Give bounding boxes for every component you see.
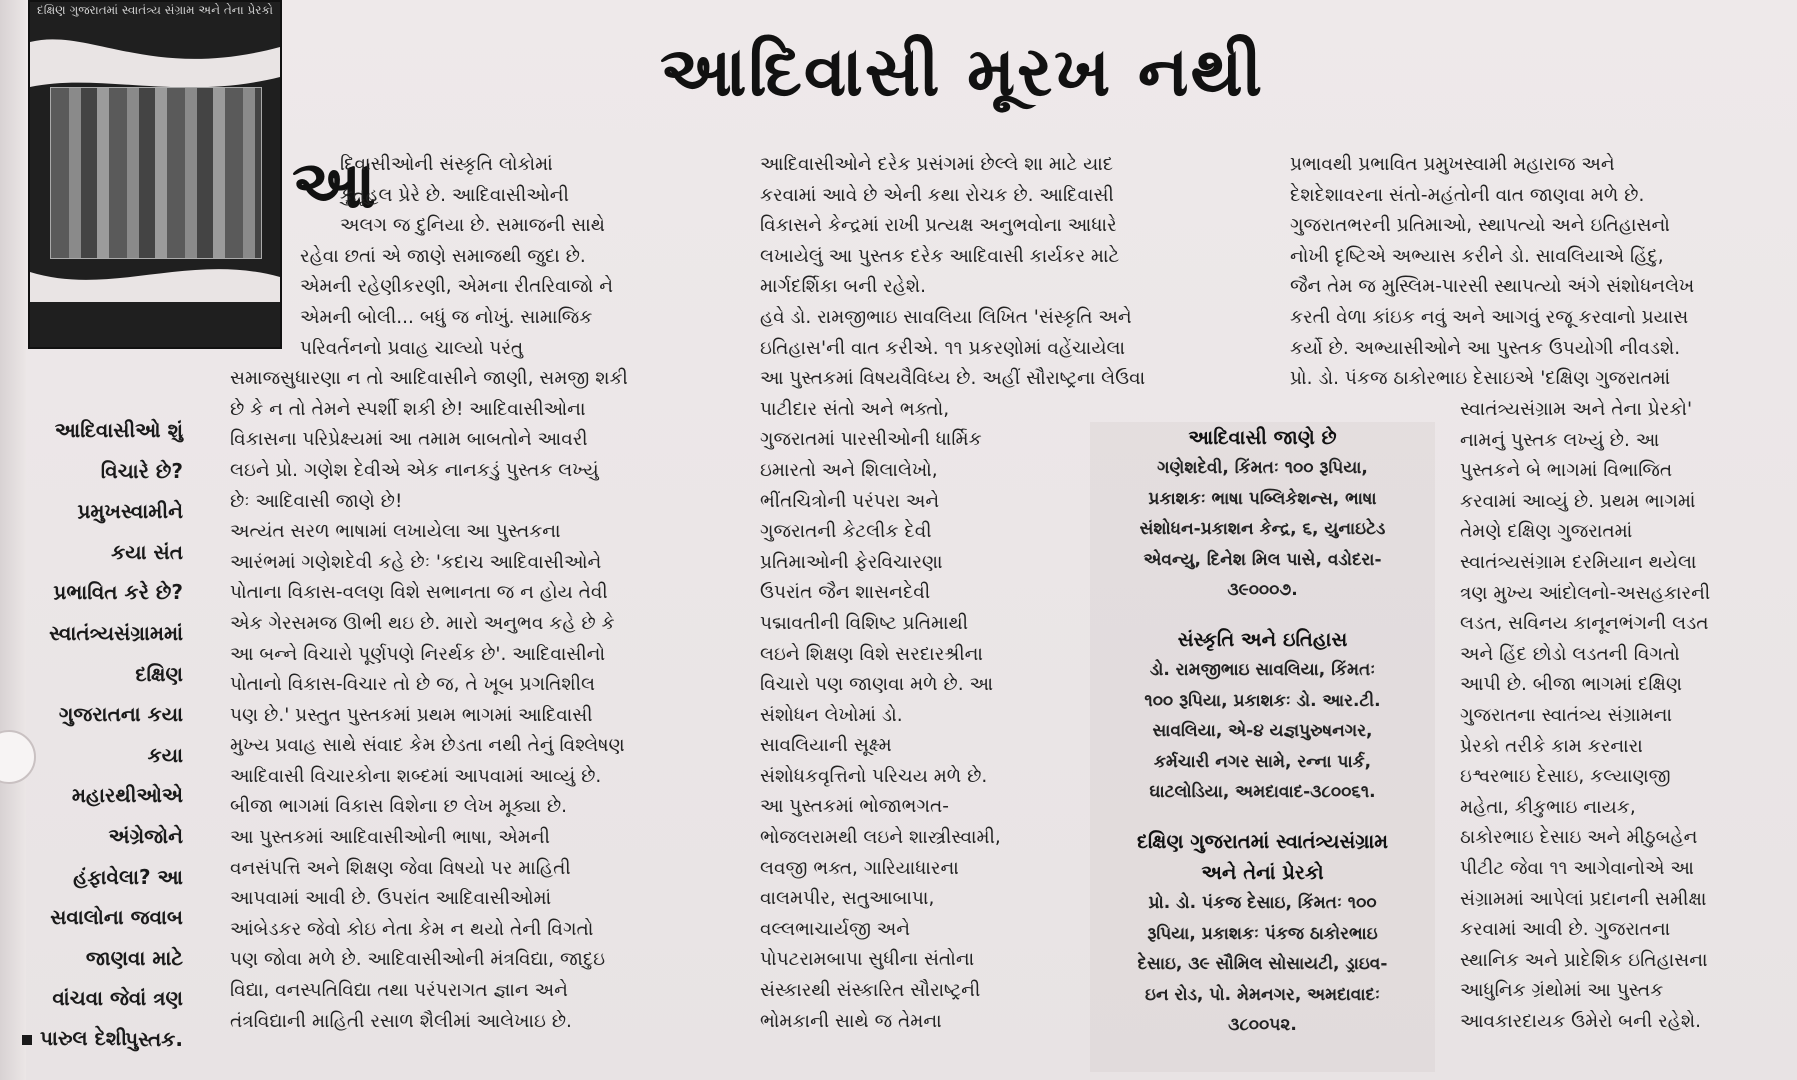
text-line: સંગ્રામમાં આપેલાં પ્રદાનની સમીક્ષા <box>1460 888 1707 910</box>
sidebar-line: ગુજરાતના કયા <box>58 702 183 727</box>
article-column-1 <box>230 146 628 1037</box>
book-title: સંસ્કૃતિ અને ઇતિહાસ <box>1177 627 1348 651</box>
text-line: દેશદેશાવરના સંતો-મહંતોની વાત જાણવા મળે છે. <box>1290 184 1645 206</box>
book-detail-line: ૧૦૦ રૂપિયા, પ્રકાશકઃ ડો. આર.ટી. <box>1144 690 1381 711</box>
text-line: સમાજસુધારણા ન તો આદિવાસીને જાણી, સમજી શકી <box>230 368 628 390</box>
text-line: કરવામાં આવ્યું છે. પ્રથમ ભાગમાં <box>1460 490 1696 512</box>
text-line: લઇને શિક્ષણ વિશે સરદારશ્રીના <box>760 643 983 665</box>
sidebar-line: મહારથીઓએ <box>71 783 183 808</box>
text-line: કરવામાં આવી છે. ગુજરાતના <box>1460 919 1671 941</box>
text-line: ગુજરાતની કેટલીક દેવી <box>760 521 932 543</box>
text-line: ઇશ્વરભાઇ દેસાઇ, કલ્યાણજી <box>1460 766 1671 788</box>
text-line: આ બન્ને વિચારો પૂર્ણપણે નિરર્થક છે'. આદિવાસીનો <box>230 643 606 665</box>
text-line: પોપટરામબાપા સુધીના સંતોના <box>760 949 975 971</box>
text-line: નોખી દૃષ્ટિએ અભ્યાસ કરીને ડો. સાવલિયાએ હિંદુ, <box>1290 245 1664 267</box>
text-line: આ પુસ્તકમાં વિષયવૈવિધ્ય છે. અહીં સૌરાષ્ટ્રના લેઉવા <box>760 368 1146 390</box>
text-line: તેમણે દક્ષિણ ગુજરાતમાં <box>1460 521 1633 543</box>
text-line: ઇમારતો અને શિલાલેખો, <box>760 459 938 481</box>
book-detail-line: ઘાટલોડિયા, અમદાવાદ-૩૮૦૦૬૧. <box>1149 782 1376 803</box>
text-line: લઇને પ્રો. ગણેશ દેવીએ એક નાનકડું પુસ્તક લખ્યું <box>230 459 599 481</box>
sidebar-line: પ્રમુખસ્વામીને <box>77 499 183 524</box>
text-line: આ પુસ્તકમાં ભોજાભગત- <box>760 796 949 818</box>
text-line: દિવાસીઓની સંસ્કૃતિ લોકોમાં <box>340 154 553 175</box>
text-line: વિકાસને કેન્દ્રમાં રાખી પ્રત્યક્ષ અનુભવોના આધારે <box>760 215 1117 237</box>
sidebar-teaser <box>18 410 183 1060</box>
text-line: વિચારો પણ જાણવા મળે છે. આ <box>760 674 994 696</box>
text-line: પદ્માવતીની વિશિષ્ટ પ્રતિમાથી <box>760 612 969 634</box>
sidebar-line: સવાલોના જવાબ <box>50 905 183 930</box>
text-line: ભોમકાની સાથે જ તેમના <box>760 1010 942 1032</box>
spacer <box>1090 808 1435 826</box>
sidebar-line: હંફાવેલા? આ <box>73 864 183 889</box>
book-detail-line: ગણેશદેવી, કિંમતઃ ૧૦૦ રૂપિયા, <box>1157 458 1368 478</box>
article-column-3 <box>1290 150 1694 395</box>
article-column-2 <box>760 150 1145 1037</box>
text-line: ઠાકોરભાઇ દેસાઇ અને મીઠુબહેન <box>1460 827 1698 849</box>
text-line: બીજા ભાગમાં વિકાસ વિશેના છ લેખ મૂક્યા છે. <box>230 796 568 818</box>
bullet-square-icon <box>22 1035 32 1045</box>
text-line: આંબેડકર જેવો કોઇ નેતા કેમ ન થયો તેની વિગતો <box>230 918 594 940</box>
author-byline <box>22 1026 127 1050</box>
text-line: કર્યો છે. અભ્યાસીઓને આ પુસ્તક ઉપયોગી નીવડશે. <box>1290 337 1681 359</box>
book-title-line-2: અને તેનાં પ્રેરકો <box>1201 860 1324 884</box>
text-line: આવકારદાયક ઉમેરો બની રહેશે. <box>1460 1010 1701 1032</box>
article-column-4 <box>1460 395 1710 1037</box>
book-detail-line: સંશોધન-પ્રકાશન કેન્દ્ર, ૬, યુનાઇટેડ <box>1139 519 1386 540</box>
book-detail-line: ૩૯૦૦૦૭. <box>1227 580 1298 601</box>
text-line: તંત્રવિદ્યાની માહિતી રસાળ શૈલીમાં આલેખાઇ છે. <box>230 1010 572 1032</box>
text-line: અલગ જ દુનિયા છે. સમાજની સાથે <box>340 215 605 237</box>
drop-cap: આ <box>292 146 376 223</box>
text-line: આધુનિક ગ્રંથોમાં આ પુસ્તક <box>1460 980 1664 1002</box>
book-detail-line: ૩૮૦૦૫૨. <box>1228 1015 1297 1036</box>
text-line: ઉપરાંત જૈન શાસનદેવી <box>760 582 931 604</box>
book-detail-line: દેસાઇ, ૩૯ સૌમિલ સોસાયટી, ડ્રાઇવ- <box>1137 954 1388 975</box>
text-line: આ પુસ્તકમાં આદિવાસીઓની ભાષા, એમની <box>230 827 550 849</box>
text-line: આદિવાસી વિચારકોના શબ્દમાં આપવામાં આવ્યું છે. <box>230 765 602 787</box>
text-line: કુતૂહલ પ્રેરે છે. આદિવાસીઓની <box>340 184 569 206</box>
sidebar-line: કયા સંત <box>111 539 183 564</box>
text-line: પાટીદાર સંતો અને ભક્તો, <box>760 398 950 420</box>
book-detail-line: ડો. રામજીભાઇ સાવલિયા, કિંમતઃ <box>1149 659 1376 680</box>
text-line: પ્રતિમાઓની ફેરવિચારણા <box>760 551 943 573</box>
sidebar-line: કયા <box>147 742 183 767</box>
text-line: આપવામાં આવી છે. ઉપરાંત આદિવાસીઓમાં <box>230 888 552 910</box>
text-line: પરિવર્તનનો પ્રવાહ ચાલ્યો પરંતુ <box>300 337 524 359</box>
text-line: મહેતા, કીકુભાઇ નાયક, <box>1460 796 1636 818</box>
text-line: ઇતિહાસ'ની વાત કરીએ. ૧૧ પ્રકરણોમાં વહેંચાયેલા <box>760 337 1126 359</box>
text-line: છે કે ન તો તેમને સ્પર્શી શકી છે! આદિવાસીઓના <box>230 398 586 420</box>
text-line: કરતી વેળા કાંઇક નવું અને આગવું રજૂ કરવાનો પ્રયાસ <box>1290 306 1689 328</box>
book-detail-line: એવન્યુ, દિનેશ મિલ પાસે, વડોદરા- <box>1143 549 1382 570</box>
text-line: પ્રભાવથી પ્રભાવિત પ્રમુખસ્વામી મહારાજ અને <box>1290 154 1615 175</box>
text-line: ભોજલરામથી લઇને શાસ્ત્રીસ્વામી, <box>760 827 1001 849</box>
text-line: ભીંતચિત્રોની પરંપરા અને <box>760 490 940 512</box>
text-line: પીટીટ જેવા ૧૧ આગેવાનોએ આ <box>1460 857 1694 879</box>
text-line: સંશોધન લેખોમાં ડો. <box>760 704 903 726</box>
text-line: સ્વાતંત્ર્યસંગ્રામ દરમિયાન થયેલા <box>1460 551 1697 573</box>
spacer <box>1090 606 1435 624</box>
text-line: આદિવાસીઓને દરેક પ્રસંગમાં છેલ્લે શા માટે યાદ <box>760 154 1114 175</box>
text-line: ગુજરાતમાં પારસીઓની ધાર્મિક <box>760 429 982 451</box>
text-line: પોતાના વિકાસ-વલણ વિશે સભાનતા જ ન હોય તેવી <box>230 582 608 604</box>
book-detail-line: ઇન રોડ, પો. મેમનગર, અમદાવાદઃ <box>1145 984 1380 1005</box>
text-line: વિદ્યા, વનસ્પતિવિદ્યા તથા પરંપરાગત જ્ઞાન અને <box>230 980 568 1002</box>
byline-name: પારુલ દેશી <box>40 1026 127 1050</box>
text-line: વિકાસના પરિપ્રેક્ષ્યમાં આ તમામ બાબતોને આવરી <box>230 429 588 451</box>
text-line: અને હિંદ છોડો લડતની વિગતો <box>1460 643 1680 665</box>
text-line: માર્ગદર્શિકા બની રહેશે. <box>760 276 927 298</box>
text-line: સંસ્કારથી સંસ્કારિત સૌરાષ્ટ્રની <box>760 980 981 1002</box>
book-title: દક્ષિણ ગુજરાતમાં સ્વાતંત્ર્યસંગ્રામ <box>1136 829 1389 853</box>
text-line: ગુજરાતના સ્વાતંત્ર્ય સંગ્રામના <box>1460 704 1672 726</box>
text-line: આરંભમાં ગણેશદેવી કહે છેઃ 'કદાચ આદિવાસીઓને <box>230 551 602 573</box>
text-line: પુસ્તકને બે ભાગમાં વિભાજિત <box>1460 460 1673 482</box>
sidebar-line: જાણવા માટે <box>85 945 183 970</box>
text-line: પોતાનો વિકાસ-વિચાર તો છે જ, તે ખૂબ પ્રગતિશીલ <box>230 674 595 696</box>
text-line: સ્વાતંત્ર્યસંગ્રામ અને તેના પ્રેરકો' <box>1460 399 1693 420</box>
sidebar-line: અંગ્રેજોને <box>108 823 183 848</box>
text-line: પણ જોવા મળે છે. આદિવાસીઓની મંત્રવિદ્યા, જાદુઇ <box>230 949 606 971</box>
book-detail-line: પ્રકાશકઃ ભાષા પબ્લિકેશન્સ, ભાષા <box>1148 488 1377 509</box>
text-line: આપી છે. બીજા ભાગમાં દક્ષિણ <box>1460 674 1683 696</box>
text-line: લવજી ભક્ત, ગારિયાધારના <box>760 857 959 879</box>
text-line: નામનું પુસ્તક લખ્યું છે. આ <box>1460 429 1660 451</box>
sidebar-line: આદિવાસીઓ શું <box>54 418 183 442</box>
text-line: વાલમપીર, સતુઆબાપા, <box>760 888 935 910</box>
sidebar-line: દક્ષિણ <box>135 661 183 686</box>
book-title: આદિવાસી જાણે છે <box>1188 426 1337 449</box>
article-headline: આદિવાસી મૂરખ નથી <box>660 33 1265 112</box>
text-line: વલ્લભાચાર્યજી અને <box>760 918 911 940</box>
sidebar-line: પ્રભાવિત કરે છે? <box>53 580 183 605</box>
text-line: પ્રો. ડો. પંકજ ઠાકોરભાઇ દેસાઇએ 'દક્ષિણ ગુજરાતમાં <box>1290 368 1671 390</box>
text-line: એક ગેરસમજ ઊભી થઇ છે. મારો અનુભવ કહે છે કે <box>230 612 615 634</box>
text-line: સંશોધકવૃત્તિનો પરિચય મળે છે. <box>760 765 988 787</box>
text-line: ત્રણ મુખ્ય આંદોલનો-અસહકારની <box>1460 582 1711 604</box>
sidebar-line: વિચારે છે? <box>100 458 183 483</box>
sidebar-line: પુસ્તક. <box>125 1026 183 1051</box>
book-detail-line: કર્મચારી નગર સામે, રન્ના પાર્ક, <box>1153 751 1372 772</box>
book-detail-line: સાવલિયા, એ-૪ યજ્ઞપુરુષનગર, <box>1152 721 1373 742</box>
book-detail-line: રૂપિયા, પ્રકાશકઃ પંકજ ઠાકોરભાઇ <box>1147 923 1378 944</box>
text-line: પ્રેરકો તરીકે કામ કરનારા <box>1460 735 1643 757</box>
text-line: સાવલિયાની સૂક્ષ્મ <box>760 735 892 757</box>
text-line: પણ છે.' પ્રસ્તુત પુસ્તકમાં પ્રથમ ભાગમાં આદિવાસી <box>230 704 593 726</box>
text-line: વનસંપત્તિ અને શિક્ષણ જેવા વિષયો પર માહિતી <box>230 857 571 879</box>
book-detail-line: પ્રો. ડો. પંકજ દેસાઇ, કિંમતઃ ૧૦૦ <box>1148 892 1377 913</box>
text-line: મુખ્ય પ્રવાહ સાથે સંવાદ કેમ છેડતા નથી તેનું વિશ્લેષણ <box>230 735 625 757</box>
text-line: રહેવા છતાં એ જાણે સમાજથી જુદા છે. <box>300 245 586 267</box>
book-cover-title: દક્ષિણ ગુજરાતમાં સ્વાતંત્ર્ય સંગ્રામ અને તેના પ્રેરકો <box>37 3 273 17</box>
sidebar-line: વાંચવા જેવાં ત્રણ <box>52 986 183 1011</box>
text-line: ગુજરાતભરની પ્રતિમાઓ, સ્થાપત્યો અને ઇતિહાસનો <box>1290 215 1670 237</box>
sidebar-line: સ્વાતંત્ર્યસંગ્રામમાં <box>49 620 183 645</box>
text-line: લખાયેલું આ પુસ્તક દરેક આદિવાસી કાર્યકર માટે <box>760 245 1120 267</box>
text-line: એમની રહેણીકરણી, એમના રીતરિવાજો ને <box>300 276 613 298</box>
text-line: છેઃ આદિવાસી જાણે છે! <box>230 490 403 512</box>
text-line: લડત, સવિનય કાનૂનભંગની લડત <box>1460 613 1709 635</box>
text-line: અત્યંત સરળ ભાષામાં લખાયેલા આ પુસ્તકના <box>230 521 561 543</box>
text-line: જૈન તેમ જ મુસ્લિમ-પારસી સ્થાપત્યો અંગે સંશોધનલેખ <box>1290 276 1695 298</box>
text-line: હવે ડો. રામજીભાઇ સાવલિયા લિખિત 'સંસ્કૃતિ અને <box>760 306 1132 328</box>
text-line: સ્થાનિક અને પ્રાદેશિક ઇતિહાસના <box>1460 949 1708 971</box>
text-line: એમની બોલી... બધું જ નોખું. સામાજિક <box>300 306 593 328</box>
book-info-box <box>1090 422 1435 1072</box>
text-line: કરવામાં આવે છે એની કથા રોચક છે. આદિવાસી <box>760 184 1114 206</box>
